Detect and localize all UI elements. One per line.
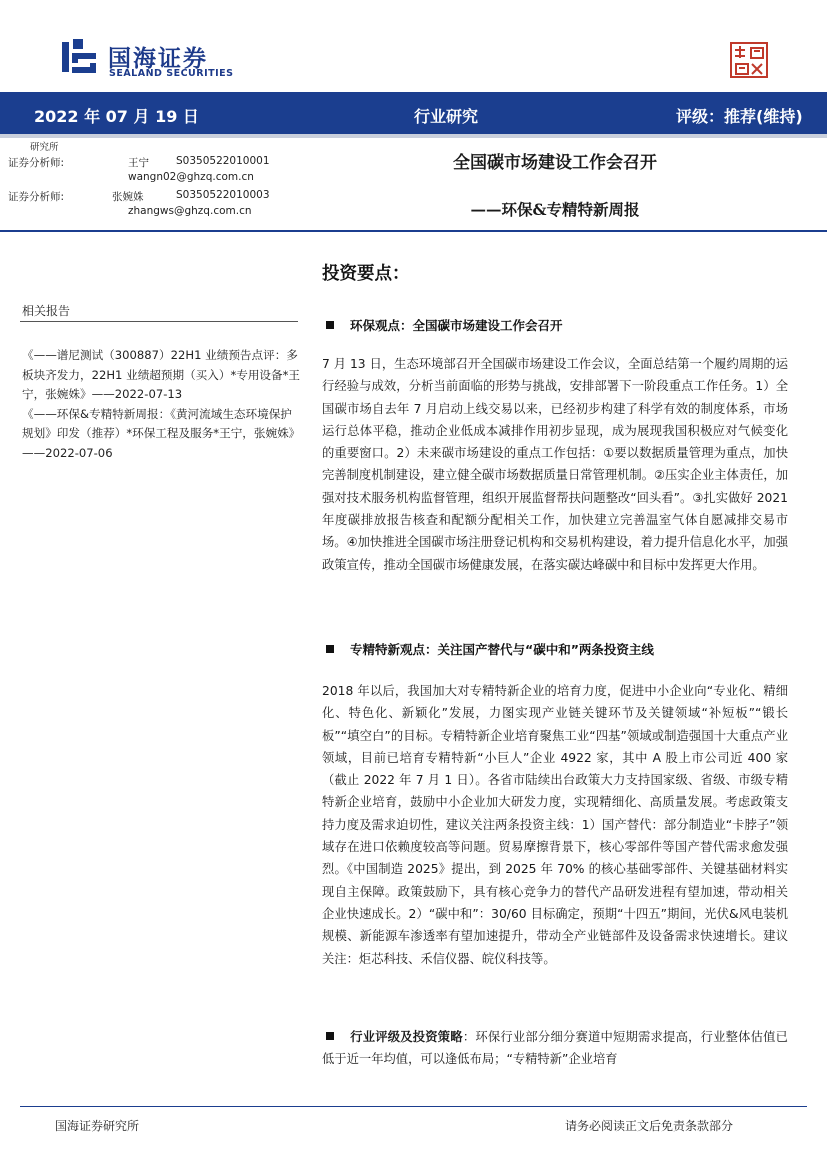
analyst-role: 证券分析师: <box>8 191 65 203</box>
bullet-square-icon <box>326 645 334 653</box>
section-heading: 行业评级及投资策略 <box>350 1030 463 1044</box>
section-body: 7 月 13 日，生态环境部召开全国碳市场建设工作会议，全面总结第一个履约周期的运行经验与成效，分析当前面临的形势与挑战，安排部署下一阶段重点工作任务。1）全国碳市场自去年 7 月启动上线交易以来，已经初步构建了科学有效的制度体系，市场运行总体平稳，推动企业低成本减排作用初步显现，成为展现我国积极应对气候变化的重要窗口。2）未来碳市场建设的重点工作包括：①要以数据质量管理为重点，加快完善制度机制建设，建立健全碳市场数据质量日常管理机制。②压实企业主体责任，加强对技术服务机构监督管理，组织开展监督帮扶问题整改“回头看”。③扎实做好 2021 年度碳排放报告核查和配额分配相关工作，加快建立完善温室气体自愿减排交易市场。④加快推进全国碳市场注册登记机构和交易机构建设，着力提升信息化水平，加强政策宣传，推动全国碳市场健康发展，在落实碳达峰碳中和目标中发挥更大作用。 <box>322 357 789 572</box>
report-rating: 评级：推荐(维持) <box>676 107 803 126</box>
company-name-en: SEALAND SECURITIES <box>109 68 234 79</box>
related-report-link[interactable]: 《——谱尼测试（300887）22H1 业绩预告点评：多板块齐发力，22H1 业绩超预期（买入）*专用设备*王宁，张婉姝》——2022-07-13 <box>22 348 301 401</box>
footer-disclaimer: 请务必阅读正文后免责条款部分 <box>565 1119 734 1133</box>
section-body: ：环保行业部分细分赛道中短期需求提高，行业整体估值已低于近一年均值，可以逢低布局；“专精特新”企业培育 <box>322 1030 788 1067</box>
analyst-cert: S0350522010003 <box>176 189 270 201</box>
section-body: 2018 年以后，我国加大对专精特新企业的培育力度，促进中小企业向“专业化、精细化、特色化、新颖化”发展，力图实现产业链关键环节及关键领域“补短板”“锻长板”“填空白”的目标。专精特新企业培育聚焦工业“四基”领域或制造强国十大重点产业领域，目前已培育专精特新“小巨人”企业 4922 家，其中 A 股上市公司近 400 家（截止 2022 年 7 月 1 日）。各省市陆续出台政策大力支持国家级、省级、市级专精特新企业培育，鼓励中小企业加大研发力度，实现精细化、高质量发展。考虑政策支持力度及需求迫切性，建议关注两条投资主线：1）国产替代：部分制造业“卡脖子”领域存在进口依赖度较高等问题。贸易摩擦背景下，核心零部件等国产替代需求愈发强烈。《中国制造 2025》提出，到 2025 年 70% 的核心基础零部件、关键基础材料实现自主保障。政策鼓励下，具有核心竞争力的替代产品研发进程有望加速，带动相关企业快速成长。2）“碳中和”：30/60 目标确定，预期“十四五”期间，光伏&风电装机规模、新能源车渗透率有望加速提升，带动全产业链部件及设备需求快速增长。建议关注：炬芯科技、禾信仪器、皖仪科技等。 <box>322 684 788 966</box>
report-subtitle: ——环保&专精特新周报 <box>470 200 640 219</box>
analyst-email[interactable]: zhangws@ghzq.com.cn <box>128 205 252 217</box>
analyst-name: 张婉姝 <box>112 191 144 203</box>
related-reports-list <box>22 346 302 463</box>
report-category: 行业研究 <box>414 107 479 126</box>
footer-divider <box>20 1106 807 1107</box>
key-points-heading: 投资要点： <box>322 264 410 284</box>
footer-left: 国海证券研究所 <box>55 1119 140 1133</box>
related-reports-heading: 相关报告 <box>22 304 71 318</box>
analyst-role: 证券分析师: <box>8 157 65 169</box>
sealand-logo-icon <box>60 38 98 76</box>
research-org: 研究所 <box>30 142 59 153</box>
report-title: 全国碳市场建设工作会召开 <box>453 153 657 173</box>
section-rating <box>322 1026 788 1071</box>
report-date: 2022 年 07 月 19 日 <box>34 107 199 126</box>
section-heading: 环保观点：全国碳市场建设工作会召开 <box>322 316 563 334</box>
divider <box>0 230 827 232</box>
analyst-name: 王宁 <box>128 157 149 169</box>
bullet-square-icon <box>326 321 334 329</box>
company-name-cn: 国海证券 <box>108 46 208 72</box>
divider <box>20 321 298 322</box>
seal-stamp-icon <box>730 42 768 78</box>
analyst-cert: S0350522010001 <box>176 155 270 167</box>
analyst-email[interactable]: wangn02@ghzq.com.cn <box>128 171 254 183</box>
section-heading: 专精特新观点：关注国产替代与“碳中和”两条投资主线 <box>322 640 654 658</box>
bullet-square-icon <box>326 1032 334 1040</box>
header-bar-shadow <box>0 134 827 138</box>
related-report-link[interactable]: 《——环保&专精特新周报：《黄河流域生态环境保护规划》印发（推荐）*环保工程及服务*王宁，张婉姝》——2022-07-06 <box>22 406 301 460</box>
